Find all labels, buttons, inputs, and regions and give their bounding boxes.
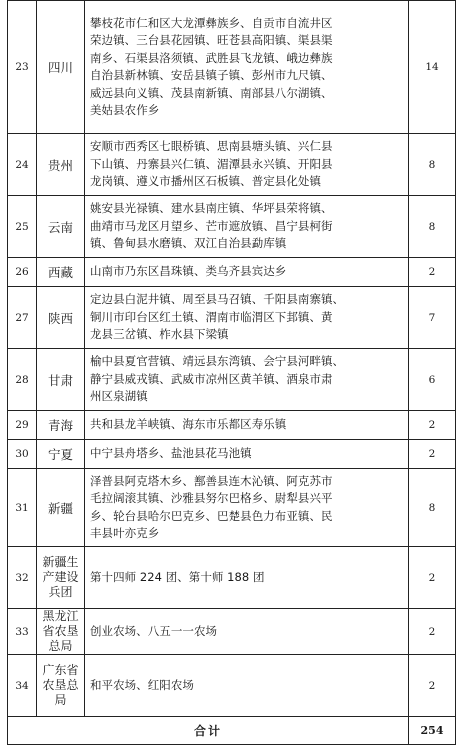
towns-cell <box>85 258 409 287</box>
province-name-line: 云南 <box>47 219 73 235</box>
towns-text-line: 下山镇、丹寨县兴仁镇、湄潭县永兴镇、开阳县 <box>90 156 333 171</box>
row-number: 23 <box>8 1 37 134</box>
province-cell <box>37 287 85 349</box>
table-row <box>8 440 456 469</box>
province-cell <box>37 134 85 196</box>
towns-text-line: 镇、鲁甸县水磨镇、双江自治县勐库镇 <box>90 236 287 251</box>
table-body <box>8 1 456 745</box>
row-number: 24 <box>8 134 37 196</box>
province-name-line: 新疆 <box>47 500 73 516</box>
towns-cell <box>85 411 409 440</box>
towns-text-line: 姚安县光禄镇、建水县南庄镇、华坪县荣将镇、 <box>90 201 333 216</box>
table-row <box>8 411 456 440</box>
row-number: 25 <box>8 196 37 258</box>
towns-text-line: 山南市乃东区昌珠镇、类乌齐县宾达乡 <box>90 264 287 279</box>
towns-text-line: 创业农场、八五一一农场 <box>90 623 218 638</box>
province-name-line: 农垦总 <box>42 678 79 692</box>
town-count: 14 <box>409 1 456 134</box>
province-name-line: 宁夏 <box>47 447 73 462</box>
table-row <box>8 287 456 349</box>
towns-text-line: 榆中县夏官营镇、靖远县东湾镇、会宁县河畔镇、 <box>90 354 345 369</box>
town-count: 2 <box>409 411 456 440</box>
towns-text-line: 龙县三岔镇、柞水县下梁镇 <box>90 327 229 342</box>
table-row <box>8 1 456 134</box>
towns-text-line: 州区泉湖镇 <box>90 389 148 404</box>
province-cell <box>37 196 85 258</box>
towns-table <box>7 0 456 745</box>
province-cell <box>37 349 85 411</box>
province-name-line: 兵团 <box>48 585 73 599</box>
towns-text-line: 自治县新林镇、安岳县镇子镇、彭州市九尺镇、 <box>90 68 333 82</box>
table-row <box>8 258 456 287</box>
table-row <box>8 655 456 717</box>
town-count: 7 <box>409 287 456 349</box>
towns-cell <box>85 547 409 609</box>
towns-cell <box>85 287 409 349</box>
total-row <box>8 717 456 745</box>
towns-text-line: 龙岗镇、遵义市播州区石板镇、普定县化处镇 <box>90 174 321 189</box>
province-name-line: 陕西 <box>47 310 73 326</box>
province-cell <box>37 547 85 609</box>
province-cell <box>37 609 85 655</box>
province-cell <box>37 440 85 469</box>
province-name-line: 贵州 <box>47 157 73 173</box>
province-name-line: 黑龙江 <box>42 609 79 623</box>
towns-text-line: 美姑县农作乡 <box>90 103 160 117</box>
table-row <box>8 469 456 547</box>
towns-text-line: 攀枝花市仁和区大龙潭彝族乡、自贡市自流井区 <box>90 15 333 30</box>
province-cell <box>37 258 85 287</box>
town-count: 2 <box>409 655 456 717</box>
towns-cell <box>85 655 409 717</box>
towns-cell <box>85 196 409 258</box>
towns-text-line: 和平农场、红阳农场 <box>90 677 194 692</box>
row-number: 31 <box>8 469 37 547</box>
towns-text-line: 曲靖市马龙区月望乡、芒市遮放镇、昌宁县柯街 <box>90 218 333 233</box>
row-number: 28 <box>8 349 37 411</box>
town-count: 2 <box>409 440 456 469</box>
towns-text-line: 静宁县威戎镇、武威市凉州区黄羊镇、酒泉市肃 <box>90 371 333 386</box>
table-row <box>8 134 456 196</box>
row-number: 34 <box>8 655 37 717</box>
row-number: 27 <box>8 287 37 349</box>
towns-text-line: 乡、轮台县哈尔巴克乡、巴楚县色力布亚镇、民 <box>90 508 333 523</box>
table-row <box>8 547 456 609</box>
towns-text-line: 丰县叶亦克乡 <box>90 526 160 540</box>
town-count: 2 <box>409 258 456 287</box>
town-count: 8 <box>409 196 456 258</box>
row-number: 30 <box>8 440 37 469</box>
towns-text-line: 南乡、石渠县洛须镇、武胜县飞龙镇、峨边彝族 <box>90 50 333 65</box>
towns-cell <box>85 609 409 655</box>
towns-text-line: 第十四师 224 团、第十师 188 团 <box>90 569 265 584</box>
province-name-line: 甘肃 <box>47 372 73 388</box>
province-name-line: 西藏 <box>47 265 73 280</box>
province-name-line: 省农垦 <box>42 624 79 638</box>
province-name-line: 青海 <box>47 418 73 433</box>
towns-text-line: 中宁县舟塔乡、盐池县花马池镇 <box>90 446 252 461</box>
province-name-line: 新疆生 <box>42 555 79 569</box>
province-name-line: 广东省 <box>42 663 79 677</box>
province-name-line: 四川 <box>47 60 73 75</box>
towns-text-line: 泽普县阿克塔木乡、鄯善县连木沁镇、阿克苏市 <box>90 473 333 488</box>
table-row <box>8 349 456 411</box>
towns-text-line: 铜川市印台区红土镇、渭南市临渭区下邽镇、黄 <box>90 309 333 324</box>
table-row <box>8 609 456 655</box>
town-count: 2 <box>409 609 456 655</box>
towns-text-line: 定边县白泥井镇、周至县马召镇、千阳县南寨镇、 <box>90 292 345 307</box>
province-name-line: 产建设 <box>42 570 79 584</box>
towns-text-line: 威远县向义镇、茂县南新镇、南部县八尔湖镇、 <box>90 85 333 100</box>
towns-cell <box>85 349 409 411</box>
total-value: 254 <box>409 717 456 745</box>
towns-text-line: 毛拉阔滚其镇、沙雅县努尔巴格乡、尉犁县兴平 <box>90 491 333 505</box>
province-cell <box>37 469 85 547</box>
province-cell <box>37 655 85 717</box>
town-count: 8 <box>409 469 456 547</box>
towns-text-line: 荣边镇、三台县花园镇、旺苍县高阳镇、渠县渠 <box>90 33 333 47</box>
towns-text-line: 共和县龙羊峡镇、海东市乐都区寿乐镇 <box>90 417 287 432</box>
province-cell <box>37 411 85 440</box>
towns-cell <box>85 440 409 469</box>
town-count: 2 <box>409 547 456 609</box>
row-number: 33 <box>8 609 37 655</box>
row-number: 32 <box>8 547 37 609</box>
province-cell <box>37 1 85 134</box>
total-label: 合计 <box>8 717 409 745</box>
province-name-line: 局 <box>54 693 67 707</box>
row-number: 29 <box>8 411 37 440</box>
row-number: 26 <box>8 258 37 287</box>
towns-cell <box>85 469 409 547</box>
table-row <box>8 196 456 258</box>
towns-cell <box>85 134 409 196</box>
towns-cell <box>85 1 409 134</box>
towns-text-line: 安顺市西秀区七眼桥镇、思南县塘头镇、兴仁县 <box>90 139 333 154</box>
town-count: 6 <box>409 349 456 411</box>
province-name-line: 总局 <box>48 639 73 653</box>
town-count: 8 <box>409 134 456 196</box>
